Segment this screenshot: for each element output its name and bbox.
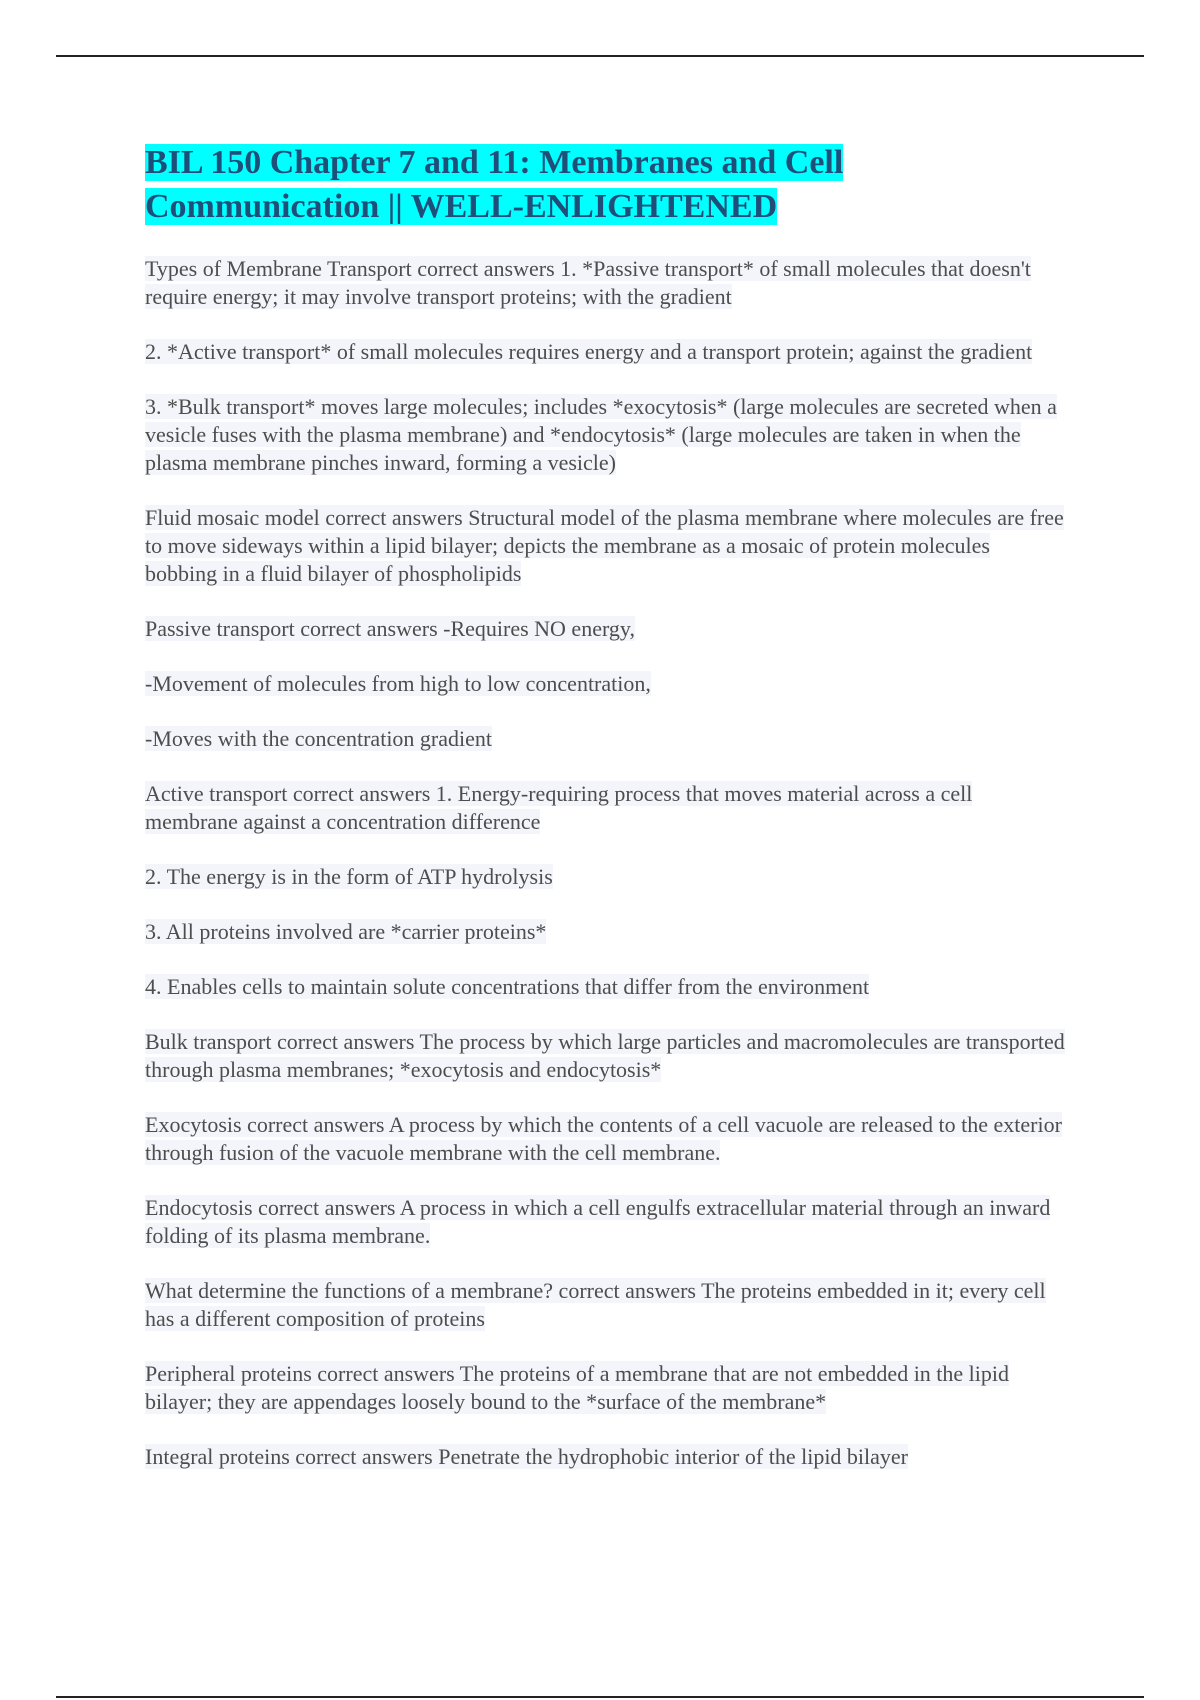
paragraph-text: Passive transport correct answers -Requires NO energy,	[145, 616, 635, 641]
paragraph-text: 3. *Bulk transport* moves large molecules; includes *exocytosis* (large molecules are secreted when a vesicle fuses with the plasma membrane) and *endocytosis* (large molecules are taken in when the plasma membrane pinches inward, forming a vesicle)	[145, 394, 1057, 475]
paragraph	[145, 393, 1065, 477]
paragraph-text: What determine the functions of a membrane? correct answers The proteins embedded in it; every cell has a different composition of proteins	[145, 1278, 1046, 1331]
bottom-rule	[56, 1696, 1144, 1698]
paragraph-text: 2. The energy is in the form of ATP hydrolysis	[145, 864, 553, 889]
paragraph-text: Bulk transport correct answers The process by which large particles and macromolecules are transported through plasma membranes; *exocytosis and endocytosis*	[145, 1029, 1065, 1082]
paragraph	[145, 1111, 1065, 1167]
paragraph-text: Peripheral proteins correct answers The proteins of a membrane that are not embedded in the lipid bilayer; they are appendages loosely bound to the *surface of the membrane*	[145, 1361, 1010, 1414]
paragraph	[145, 615, 1065, 643]
paragraph-text: 4. Enables cells to maintain solute concentrations that differ from the environment	[145, 974, 870, 999]
paragraph	[145, 780, 1065, 836]
paragraph-text: -Movement of molecules from high to low concentration,	[145, 671, 651, 696]
paragraph	[145, 863, 1065, 891]
paragraph-text: 3. All proteins involved are *carrier proteins*	[145, 919, 547, 944]
document-title	[145, 141, 1065, 229]
paragraph	[145, 338, 1065, 366]
paragraph	[145, 1277, 1065, 1333]
paragraph-text: 2. *Active transport* of small molecules requires energy and a transport protein; against the gradient	[145, 339, 1033, 364]
paragraph	[145, 918, 1065, 946]
paragraph-text: Fluid mosaic model correct answers Structural model of the plasma membrane where molecules are free to move sideways within a lipid bilayer; depicts the membrane as a mosaic of protein molecules bobbing in a fluid bilayer of phospholipids	[145, 505, 1064, 586]
paragraph	[145, 1028, 1065, 1084]
paragraph	[145, 255, 1065, 311]
paragraph-text: -Moves with the concentration gradient	[145, 726, 493, 751]
paragraph	[145, 725, 1065, 753]
paragraph-text: Exocytosis correct answers A process by which the contents of a cell vacuole are released to the exterior through fusion of the vacuole membrane with the cell membrane.	[145, 1112, 1062, 1165]
paragraph	[145, 670, 1065, 698]
document-title-text: BIL 150 Chapter 7 and 11: Membranes and Cell Communication || WELL-ENLIGHTENED	[145, 144, 844, 225]
paragraph-text: Types of Membrane Transport correct answers 1. *Passive transport* of small molecules that doesn't require energy; it may involve transport proteins; with the gradient	[145, 256, 1031, 309]
paragraph	[145, 1194, 1065, 1250]
paragraph	[145, 973, 1065, 1001]
document-body	[145, 141, 1065, 1498]
top-rule	[56, 55, 1144, 57]
paragraph-text: Active transport correct answers 1. Energy-requiring process that moves material across a cell membrane against a concentration difference	[145, 781, 973, 834]
paragraph	[145, 1443, 1065, 1471]
paragraph	[145, 1360, 1065, 1416]
paragraph	[145, 504, 1065, 588]
paragraph-text: Endocytosis correct answers A process in which a cell engulfs extracellular material through an inward folding of its plasma membrane.	[145, 1195, 1051, 1248]
paragraph-text: Integral proteins correct answers Penetrate the hydrophobic interior of the lipid bilayer	[145, 1444, 909, 1469]
